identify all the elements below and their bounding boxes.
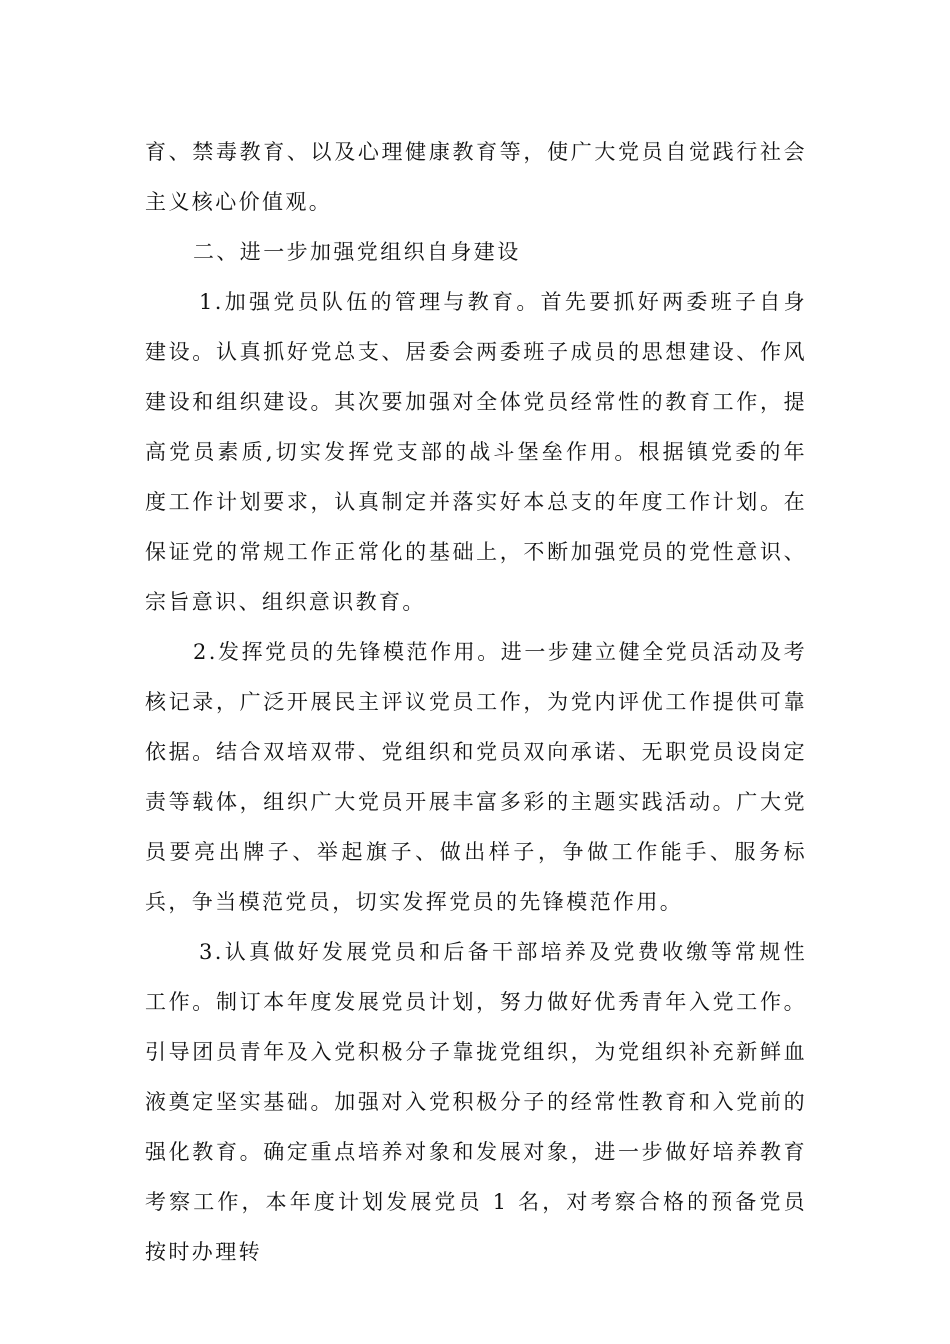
paragraph-item-1: 1.加强党员队伍的管理与教育。首先要抓好两委班子自身建设。认真抓好党总支、居委会两委班子成员的思想建设、作风建设和组织建设。其次要加强对全体党员经常性的教育工作，提高党员素质,切实发挥党支部的战斗堡垒作用。根据镇党委的年度工作计划要求，认真制定并落实好本总支的年度工作计划。在保证党的常规工作正常化的基础上，不断加强党员的党性意识、宗旨意识、组织意识教育。 <box>145 290 807 614</box>
section-heading: 二、进一步加强党组织自身建设 <box>193 240 521 264</box>
document-body <box>145 127 807 1277</box>
paragraph-item-2: 2.发挥党员的先锋模范作用。进一步建立健全党员活动及考核记录，广泛开展民主评议党员工作，为党内评优工作提供可靠依据。结合双培双带、党组织和党员双向承诺、无职党员设岗定责等载体，组织广大党员开展丰富多彩的主题实践活动。广大党员要亮出牌子、举起旗子、做出样子，争做工作能手、服务标兵，争当模范党员，切实发挥党员的先锋模范作用。 <box>145 640 807 914</box>
paragraph-continuation: 育、禁毒教育、以及心理健康教育等，使广大党员自觉践行社会主义核心价值观。 <box>145 140 807 214</box>
paragraph-item-3: 3.认真做好发展党员和后备干部培养及党费收缴等常规性工作。制订本年度发展党员计划，努力做好优秀青年入党工作。引导团员青年及入党积极分子靠拢党组织，为党组织补充新鲜血液奠定坚实基础。加强对入党积极分子的经常性教育和入党前的强化教育。确定重点培养对象和发展对象，进一步做好培养教育考察工作，本年度计划发展党员 1 名，对考察合格的预备党员按时办理转 <box>145 940 807 1264</box>
